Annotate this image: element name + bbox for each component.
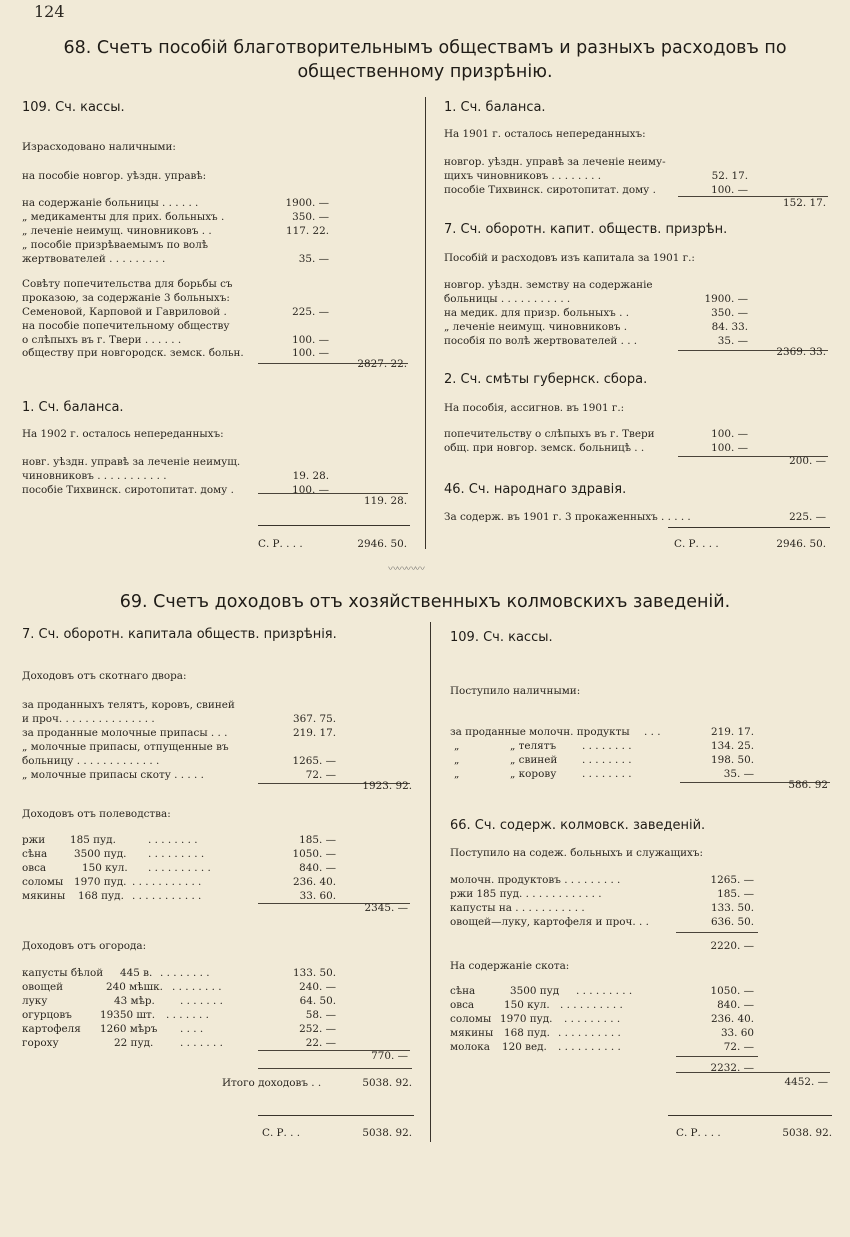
income-total: 5038. 92.	[362, 1077, 412, 1089]
entry-text: новгор. уѣздн. управѣ за леченіе неиму-	[444, 156, 666, 168]
section-total: 119. 28.	[364, 495, 407, 507]
entry-text: и проч. . . . . . . . . . . . . . .	[22, 713, 155, 725]
sum-label: С. Р. . . .	[676, 1127, 721, 1139]
section-intro: Поступило на содеж. больныхъ и служащихъ:	[450, 847, 704, 859]
section-separator: 〰〰〰〰	[388, 564, 424, 575]
entry-text: Совѣту попечительства для борьбы съ	[22, 278, 233, 290]
entry-text: на пособіе попечительному обществу	[22, 320, 230, 332]
sum-rule	[258, 525, 410, 526]
entry-item: „	[454, 768, 460, 780]
account-68-title-line1: 68. Счетъ пособій благотворительнымъ обществамъ и разныхъ расходовъ по	[63, 38, 787, 58]
entry-amount: 1900. —	[704, 293, 748, 305]
subtotal-rule	[676, 932, 758, 933]
entry-text: на содержаніе больницы . . . . . .	[22, 197, 199, 209]
account-68-title-line2: общественному призрѣнію.	[297, 62, 553, 82]
entry-dots: . . . . . . . . .	[148, 848, 205, 860]
entry-amount: 840. —	[717, 999, 754, 1011]
column-divider	[425, 97, 426, 549]
subtotal-rule	[258, 493, 408, 494]
subtotal-rule	[676, 1072, 830, 1073]
entry-amount: 1265. —	[710, 874, 754, 886]
section-total: 586. 92	[788, 779, 828, 791]
entry-text: ржи 185 пуд. . . . . . . . . . . . .	[450, 888, 602, 900]
entry-item: соломы	[450, 1013, 492, 1025]
entry-amount: 236. 40.	[293, 876, 336, 888]
entry-dots: . . . . . . . .	[172, 981, 222, 993]
entry-text: общ. при новгор. земск. больницѣ . .	[444, 442, 645, 454]
entry-amount: 236. 40.	[711, 1013, 754, 1025]
entry-qty: 150 кул.	[504, 999, 550, 1011]
entry-amount: 1265. —	[292, 755, 336, 767]
entry-item: „	[454, 740, 460, 752]
entry-qty: 19350 шт.	[100, 1009, 156, 1021]
entry-amount: 72. —	[305, 769, 336, 781]
entry-item: сѣна	[22, 848, 48, 860]
entry-amount: 1900. —	[285, 197, 329, 209]
entry-dots: . . .	[644, 726, 661, 738]
section-heading: 109. Сч. кассы.	[22, 100, 125, 115]
entry-amount: 134. 25.	[711, 740, 754, 752]
entry-text: за проданные молочные припасы . . .	[22, 727, 228, 739]
entry-text: За содерж. въ 1901 г. 3 прокаженныхъ . . . . .	[444, 511, 691, 523]
entry-amount: 240. —	[299, 981, 336, 993]
entry-qty: 22 пуд.	[114, 1037, 154, 1049]
entry-item: овощей	[22, 981, 64, 993]
entry-item: соломы	[22, 876, 64, 888]
entry-text: проказою, за содержаніе 3 больныхъ:	[22, 292, 230, 304]
entry-amount: 1050. —	[710, 985, 754, 997]
entry-text: „ леченіе неимущ. чиновниковъ .	[444, 321, 628, 333]
entry-item: овса	[22, 862, 47, 874]
entry-amount: 35. —	[298, 253, 329, 265]
entry-text: на медик. для призр. больныхъ . .	[444, 307, 630, 319]
entry-amount: 225. —	[789, 511, 826, 523]
subtotal: 2232. —	[710, 1062, 754, 1074]
entry-amount: 33. 60	[720, 1027, 754, 1039]
entry-item: гороху	[22, 1037, 59, 1049]
entry-text: жертвователей . . . . . . . . .	[22, 253, 166, 265]
entry-amount: 252. —	[299, 1023, 336, 1035]
entry-qty: 1260 мѣръ	[100, 1023, 158, 1035]
entry-text: обществу при новгородск. земск. больн.	[22, 347, 244, 359]
account-69-title: 69. Счетъ доходовъ отъ хозяйственныхъ колмовскихъ заведеній.	[119, 592, 731, 612]
entry-dots: . . . . . . .	[180, 1037, 223, 1049]
entry-dots: . . . . . . . . . . .	[132, 876, 202, 888]
entry-text: „ пособіе призрѣваемымъ по волѣ	[22, 239, 209, 251]
section-total: 2369. 33.	[776, 346, 826, 358]
entry-qty: 168 пуд.	[78, 890, 124, 902]
sum-amount: 2946. 50.	[776, 538, 826, 550]
section-intro: Поступило наличными:	[450, 685, 581, 697]
entry-text: „ молочные припасы скоту . . . . .	[22, 769, 204, 781]
entry-dots: . . . . . . . .	[582, 754, 632, 766]
section-intro: Израсходовано наличными:	[22, 141, 176, 153]
entry-text: попечительству о слѣпыхъ въ г. Твери	[444, 428, 655, 440]
entry-dots: . . . . . . . .	[582, 768, 632, 780]
entry-text: пособія по волѣ жертвователей . . .	[444, 335, 638, 347]
entry-amount: 219. 17.	[293, 727, 336, 739]
entry-amount: 100. —	[292, 484, 329, 496]
page-number: 124	[34, 2, 65, 21]
sum-label: С. Р. . . .	[674, 538, 719, 550]
entry-dots: . . . . . . .	[180, 995, 223, 1007]
entry-amount: 100. —	[292, 334, 329, 346]
entry-amount: 350. —	[711, 307, 748, 319]
entry-item: ржи	[22, 834, 46, 846]
entry-amount: 133. 50.	[293, 967, 336, 979]
entry-text: за проданныхъ телятъ, коровъ, свиней	[22, 699, 235, 711]
entry-amount: 219. 17.	[711, 726, 754, 738]
entry-amount: 100. —	[711, 442, 748, 454]
entry-amount: 64. 50.	[299, 995, 336, 1007]
section-intro: На 1901 г. осталось непереданныхъ:	[444, 128, 646, 140]
entry-dots: . . . . . . . .	[582, 740, 632, 752]
sum-label: С. Р. . . .	[258, 538, 303, 550]
entry-amount: 72. —	[723, 1041, 754, 1053]
section-heading: 2. Сч. смѣты губернск. сбора.	[444, 372, 648, 387]
section-heading: 7. Сч. оборотн. капитала обществ. призрѣнія.	[22, 627, 337, 642]
sum-amount: 2946. 50.	[357, 538, 407, 550]
entry-item: овса	[450, 999, 475, 1011]
entry-item: „	[454, 754, 460, 766]
entry-text: „ леченіе неимущ. чиновниковъ . .	[22, 225, 212, 237]
entry-qty: 1970 пуд.	[74, 876, 127, 888]
entry-qty: 3500 пуд	[510, 985, 560, 997]
entry-qty: 240 мѣшк.	[106, 981, 163, 993]
entry-dots: . . . . . . .	[166, 1009, 209, 1021]
section-heading: 109. Сч. кассы.	[450, 630, 553, 645]
entry-text: „ молочные припасы, отпущенные въ	[22, 741, 229, 753]
section-heading: 1. Сч. баланса.	[444, 100, 546, 115]
sum-amount: 5038. 92.	[362, 1127, 412, 1139]
entry-amount: 100. —	[292, 347, 329, 359]
entry-dots: . . . . . . . . .	[564, 1013, 621, 1025]
entry-dots: . . . . . . . .	[148, 834, 198, 846]
section-intro: Доходовъ отъ огорода:	[22, 940, 147, 952]
section-heading: 66. Сч. содерж. колмовск. заведеній.	[450, 818, 706, 833]
section-intro: На содержаніе скота:	[450, 960, 570, 972]
section-intro: На пособія, ассигнов. въ 1901 г.:	[444, 402, 625, 414]
section-total: 200. —	[789, 455, 826, 467]
entry-amount: 84. 33.	[711, 321, 748, 333]
entry-text: больницы . . . . . . . . . . .	[444, 293, 571, 305]
entry-item: капусты бѣлой	[22, 967, 104, 979]
sum-rule	[258, 1115, 414, 1116]
entry-dots: . . . . . . . .	[160, 967, 210, 979]
entry-qty: „ свиней	[510, 754, 558, 766]
entry-amount: 52. 17.	[711, 170, 748, 182]
entry-dots: . . . . . . . . .	[576, 985, 633, 997]
entry-text: капусты на . . . . . . . . . . .	[450, 902, 585, 914]
section-total: 2345. —	[364, 902, 408, 914]
entry-amount: 58. —	[305, 1009, 336, 1021]
entry-amount: 1050. —	[292, 848, 336, 860]
entry-amount: 19. 28.	[292, 470, 329, 482]
sum-label: С. Р. . .	[262, 1127, 301, 1139]
entry-qty: 3500 пуд.	[74, 848, 127, 860]
entry-amount: 35. —	[717, 335, 748, 347]
section-total: 2827. 22.	[357, 358, 407, 370]
entry-item: картофеля	[22, 1023, 81, 1035]
entry-amount: 22. —	[305, 1037, 336, 1049]
entry-text: молочн. продуктовъ . . . . . . . . .	[450, 874, 621, 886]
entry-qty: 445 в.	[120, 967, 153, 979]
entry-text: новгор. уѣздн. земству на содержаніе	[444, 279, 653, 291]
subtotal: 2220. —	[710, 940, 754, 952]
entry-qty: „ корову	[510, 768, 557, 780]
entry-amount: 636. 50.	[711, 916, 754, 928]
section-intro: Доходовъ отъ полеводства:	[22, 808, 171, 820]
entry-text: новг. уѣздн. управѣ за леченіе неимущ.	[22, 456, 241, 468]
entry-dots: . . . . . . . . . . .	[132, 890, 202, 902]
entry-amount: 198. 50.	[711, 754, 754, 766]
entry-dots: . . . .	[180, 1023, 204, 1035]
entry-qty: 43 мѣр.	[114, 995, 155, 1007]
entry-amount: 100. —	[711, 428, 748, 440]
section-heading: 7. Сч. оборотн. капит. общеcтв. призрѣн.	[444, 222, 728, 237]
entry-item: огурцовъ	[22, 1009, 72, 1021]
entry-text: больницу . . . . . . . . . . . . .	[22, 755, 160, 767]
entry-dots: . . . . . . . . . .	[560, 999, 623, 1011]
section-total: 770. —	[371, 1050, 408, 1062]
sum-rule	[668, 527, 830, 528]
entry-qty: 185 пуд.	[70, 834, 116, 846]
entry-amount: 133. 50.	[711, 902, 754, 914]
entry-qty: 150 кул.	[82, 862, 128, 874]
sum-rule	[668, 1115, 832, 1116]
entry-item: молока	[450, 1041, 490, 1053]
entry-text: Семеновой, Карповой и Гавриловой .	[22, 306, 227, 318]
entry-text: чиновниковъ . . . . . . . . . . .	[22, 470, 167, 482]
entry-item: сѣна	[450, 985, 476, 997]
subtotal-rule	[676, 1056, 758, 1057]
section-intro: На 1902 г. осталось непереданныхъ:	[22, 428, 224, 440]
entry-qty: 1970 пуд.	[500, 1013, 553, 1025]
entry-amount: 185. —	[717, 888, 754, 900]
section-intro: Доходовъ отъ скотнаго двора:	[22, 670, 187, 682]
section-total: 1923. 92.	[362, 780, 412, 792]
section-heading: 46. Сч. народнаго здравія.	[444, 482, 627, 497]
entry-text: „ медикаменты для прих. больныхъ .	[22, 211, 225, 223]
section-total: 4452. —	[784, 1076, 828, 1088]
sum-amount: 5038. 92.	[782, 1127, 832, 1139]
entry-text: щихъ чиновниковъ . . . . . . . .	[444, 170, 602, 182]
entry-text: овощей—луку, картофеля и проч. . .	[450, 916, 649, 928]
section-subheading: на пособіе новгор. уѣздн. управѣ:	[22, 170, 207, 182]
entry-amount: 225. —	[292, 306, 329, 318]
entry-qty: „ телятъ	[510, 740, 557, 752]
entry-amount: 100. —	[711, 184, 748, 196]
entry-dots: . . . . . . . . . .	[558, 1041, 621, 1053]
section-intro: Пособій и расходовъ изъ капитала за 1901 г.:	[444, 252, 695, 264]
income-total-label: Итого доходовъ . .	[222, 1077, 322, 1089]
entry-qty: 168 пуд.	[504, 1027, 550, 1039]
entry-item: мякины	[22, 890, 66, 902]
entry-item: за проданные молочн. продукты	[450, 726, 630, 738]
entry-qty: 120 вед.	[502, 1041, 547, 1053]
entry-text: пособіе Тихвинск. сиротопитат. дому .	[444, 184, 656, 196]
entry-amount: 35. —	[723, 768, 754, 780]
entry-item: луку	[22, 995, 48, 1007]
section-total: 152. 17.	[783, 197, 826, 209]
column-divider	[430, 622, 431, 1142]
entry-amount: 33. 60.	[299, 890, 336, 902]
entry-amount: 367. 75.	[293, 713, 336, 725]
income-rule	[258, 1068, 412, 1069]
entry-amount: 840. —	[299, 862, 336, 874]
entry-dots: . . . . . . . . . .	[558, 1027, 621, 1039]
entry-item: мякины	[450, 1027, 494, 1039]
entry-dots: . . . . . . . . . .	[148, 862, 211, 874]
entry-text: о слѣпыхъ въ г. Твери . . . . . .	[22, 334, 182, 346]
entry-text: пособіе Тихвинск. сиротопитат. дому .	[22, 484, 234, 496]
entry-amount: 350. —	[292, 211, 329, 223]
section-heading: 1. Сч. баланса.	[22, 400, 124, 415]
entry-amount: 185. —	[299, 834, 336, 846]
entry-amount: 117. 22.	[286, 225, 329, 237]
